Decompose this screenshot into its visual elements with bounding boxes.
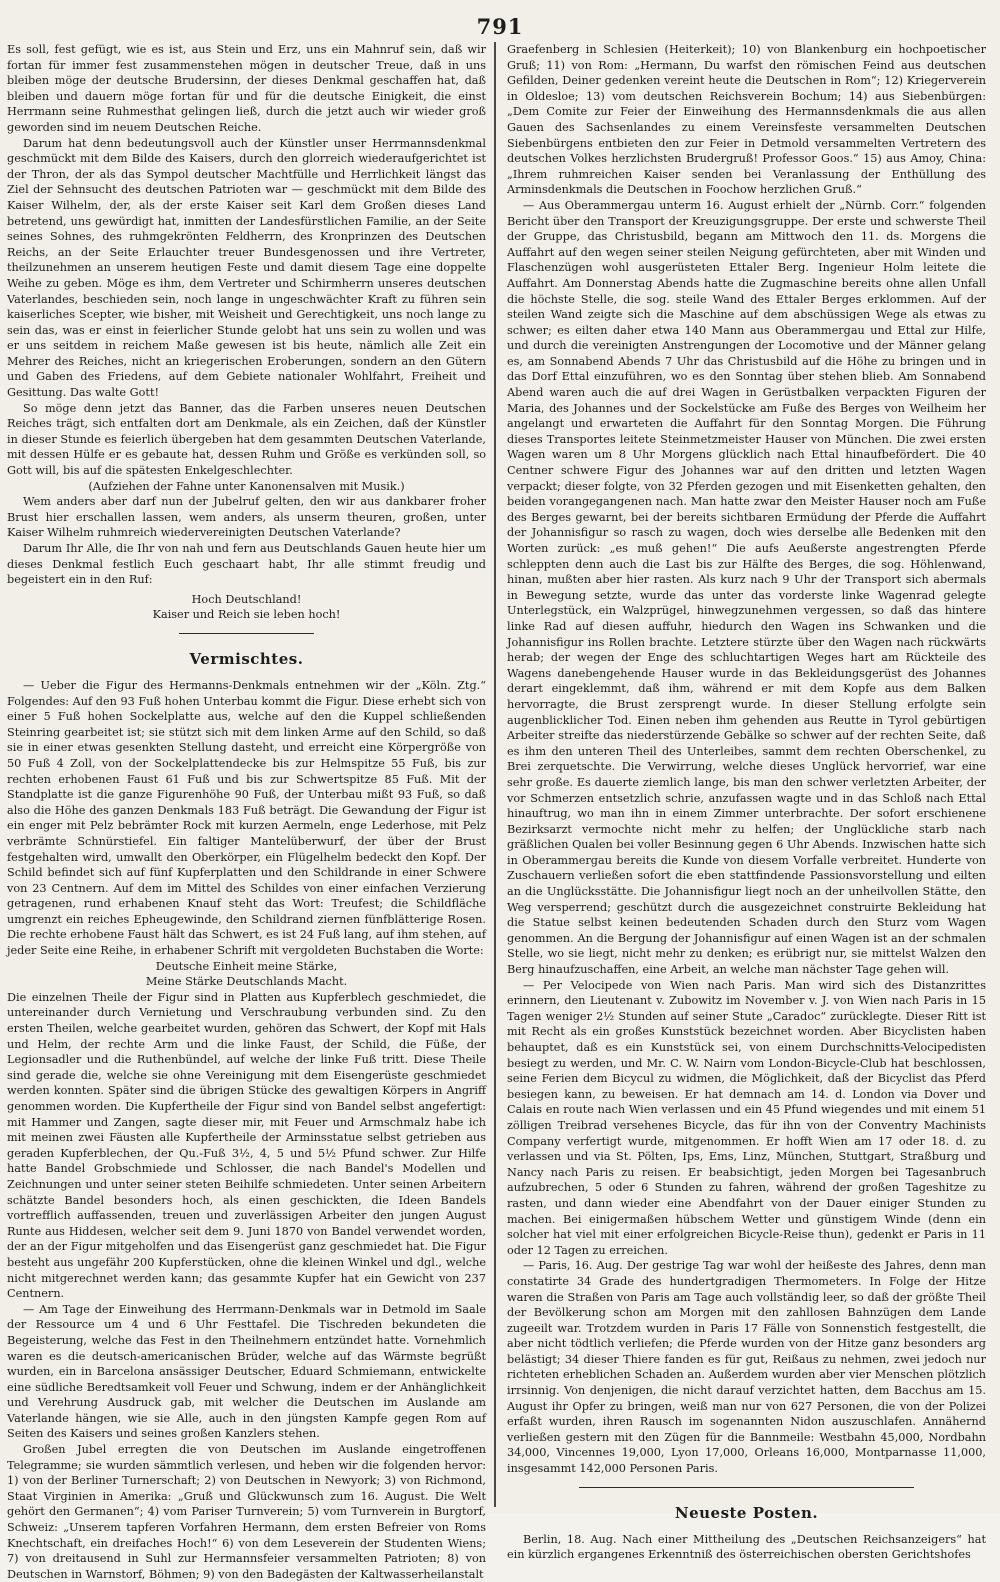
cheer-line: Kaiser und Reich sie leben hoch!: [152, 608, 341, 622]
paragraph: Großen Jubel erregten die von Deutschen im Auslande eingetroffenen Telegramme; sie wurden sämmtlich verlesen, und heben wir die folgenden hervor: 1) von der Berliner Turnerschaft; 2) von Deutschen in Newyork; 3) von Richmond, Staat Virginien in Amerika: „Gruß und Glückwunsch zum 16. August. Die Welt gehört den Germanen“; 4) vom Pariser Turnverein; 5) vom Turnverein in Burgtorf, Schweiz: „Unserem tapferen Vorfahren Hermann, dem ersten Befreier von Roms Knechtschaft, ein dreifaches Hoch!“ 6) von dem Leseverein der Studenten Wiens; 7) von dreitausend in Suhl zur Hermannsfeier versammelten Patrioten; 8) von Deutschen in Warnstorf, Böhmen; 9) von den Badegästen der Kaltwasserheilanstalt: [7, 1443, 486, 1581]
section-rule: [579, 1487, 914, 1488]
paragraph: — Per Velocipede von Wien nach Paris. Man wird sich des Distanzrittes erinnern, den Lieutenant v. Zubowitz im November v. J. von Wien nach Paris in 15 Tagen weniger 2½ Stunden auf seiner Stute „Caradoc“ zurücklegte. Dieser Ritt ist mit Recht als ein großes Kunststück bezeichnet worden. Aber Bicyclisten haben behauptet, daß es ein Kunststück sei, von einem Durchschnitts-Velocipedisten besiegt zu werden, und Mr. C. W. Nairn vom London-Bicycle-Club hat beschlossen, seine Ferien dem Bicycul zu widmen, die Möglichkeit, daß der Bicyclist das Pferd besiegen kann, zu beweisen. Er hat demnach am 14. d. London via Dover und Calais en route nach Wien verlassen und ein 45 Pfund wiegendes und mit einem 51 zölligen Treibrad versehenes Bicycle, das für ihn von der Conventry Machinists Company verfertigt wurde, mitgenommen. Er hofft Wien am 17 oder 18. d. zu verlassen und via St. Pölten, Ips, Ems, Linz, München, Stuttgart, Straßburg und Nancy nach Paris zu reisen. Er beabsichtigt, jeden Morgen bei Tagesanbruch aufzubrechen, 5 oder 6 Stunden zu fahren, während der großen Tageshitze zu rasten, und dann wieder eine Abendfahrt von der Dauer einiger Stunden zu machen. Bei einigermaßen hübschem Wetter und günstigem Winde (denn ein solcher hat viel mit einer erfolgreichen Bicycle-Reise thun), gedenkt er Paris in 11 oder 12 Tagen zu erreichen.: [507, 978, 986, 1257]
paragraph: Es soll, fest gefügt, wie es ist, aus Stein und Erz, uns ein Mahnruf sein, daß wir fortan für immer fest zusammenstehen mögen in deutscher Treue, daß in uns bleiben möge der deutsche Brudersinn, der dieses Denkmal geschaffen hat, daß bleiben und dauern möge fortan für und für die deutsche Einigkeit, die einst Herrmann seine Ruhmesthat gelingen ließ, durch die jetzt auch wir wieder groß geworden sind im neuem Deutschen Reiche.: [7, 43, 486, 134]
news-heading: Neueste Posten.: [674, 1503, 819, 1522]
paragraph: — Paris, 16. Aug. Der gestrige Tag war wohl der heißeste des Jahres, denn man constatirte 34 Grade des hundertgradigen Thermometers. In Folge der Hitze waren die Straßen von Paris am Tage auch vollständig leer, so daß der größte Theil der Bevölkerung schon am Morgen mit den zahllosen Bahnzügen dem Lande zugeeilt war. Trotzdem wurden in Paris 17 Fälle von Sonnenstich festgestellt, die aber nicht tödtlich verliefen; die Pferde wurden von der Hitze ganz besonders arg belästigt; 34 dieser Thiere fanden es für gut, Reißaus zu nehmen, zwei jedoch nur richteten erheblichen Schaden an. Außerdem wurden aber vier Menschen plötzlich irrsinnig. Von denjenigen, die nicht darauf verzichtet hatten, dem Bacchus am 15. August ihr Opfer zu bringen, weiß man nur von 627 Personen, die von der Polizei erfaßt wurden, ihren Rausch im sogenannten Nidon auszuschlafen. Annähernd verließen gestern mit den Zügen für die Bannmeile: Westbahn 45,000, Nordbahn 34,000, Vincennes 19,000, Lyon 17,000, Orleans 16,000, Montparnasse 11,000, insgesammt 142,000 Personen Paris.: [507, 1259, 986, 1476]
stage-direction: (Aufziehen der Fahne unter Kanonensalven mit Musik.): [88, 479, 405, 493]
section-rule: [179, 633, 313, 634]
paragraph: Die einzelnen Theile der Figur sind in Platten aus Kupferblech geschmiedet, die untereinander durch Vernietung und Verschraubung verbunden sind. Zu den ersten Theilen, welche gearbeitet wurden, gehören das Schwert, der Kopf mit Hals und Helm, der rechte Arm und die linke Faust, der Schild, die Füße, der Legionsadler und die Ruthenbündel, auf welche der linke Fuß tritt. Diese Theile sind gerade die, welche sie ohne Vereinigung mit dem Eisengerüste geschmiedet werden konnten. Später sind die übrigen Stücke des gewaltigen Körpers in Angriff genommen worden. Die Kupfertheile der Figur sind von Bandel selbst angefertigt: mit Hammer und Zangen, sagte dieser mir, mit Feuer und Armschmalz habe ich mit meinen zwei Fäusten alle Kupfertheile der Arminsstatue selbst getrieben aus geraden Kupferblechen, der Qu.-Fuß 3½, 4, 5 und 5½ Pfund schwer. Zur Hilfe hatte Bandel Grobschmiede und Schlosser, die nach Bandel's Modellen und Zeichnungen und unter seiner steten Beihilfe schmiedeten. Unter seinen Arbeitern schätzte Bandel besonders hoch, als einen geschickten, die Ideen Bandels vortrefflich auffassenden, treuen und zuverlässigen Arbeiter den jungen August Runte aus Hiddesen, welcher seit dem 9. Juni 1870 von Bandel verwendet worden, der an der Figur mitgeholfen und das Eisengerüst ganz geschmiedet hat. Die Figur besteht aus ungefähr 200 Kupferstücken, ohne die kleinen Winkel und dgl., welche nicht mitgerechnet werden kann; das gesammte Kupfer hat ein Gewicht von 237 Centnern.: [7, 990, 486, 1301]
paragraph: — Aus Oberammergau unterm 16. August erhielt der „Nürnb. Corr.“ folgenden Bericht über den Transport der Kreuzigungsgruppe. Der erste und schwerste Theil der Gruppe, das Christusbild, begann am Mittwoch den 11. ds. Morgens die Auffahrt auf den wegen seiner steilen Neigung gefürchteten, aber mit Winden und Flaschenzügen wohl ausgerüsteten Ettaler Berg. Ingenieur Holm leitete die Auffahrt. Am Donnerstag Abends hatte die Zugmaschine bereits ohne allen Unfall die höchste Stelle, die sog. steile Wand des Ettaler Berges erklommen. Auf der steilen Wand zeigte sich die Maschine auf dem abschüssigen Wege als etwas zu schwer; es eilten daher etwa 140 Mann aus Oberammergau und Ettal zur Hilfe, und durch die vereinigten Anstrengungen der Locomotive und der Männer gelang es, am Sonnabend Abends 7 Uhr das Christusbild auf die Höhe zu bringen und in das Dorf Ettal einzuführen, wo es den Sonntag über stehen blieb. Am Sonnabend Abend waren auch die auf drei Wagen in Gerüstbalken verpackten Figuren der Maria, des Johannes und der Sockelstücke am Fuße des Berges von Weilheim her angelangt und erwarteten die Auffahrt für den Sonntag Morgen. Die Führung dieses Transportes leitete Steinmetzmeister Hauser von München. Die zwei ersten Wagen waren um 8 Uhr Morgens glücklich nach Ettal hinaufbefördert. Die 40 Centner schwere Figur des Johannes war auf den dritten und letzten Wagen verpackt; dieser folgte, von 32 Pferden gezogen und mit Eisenketten gehalten, den beiden vorangegangenen nach. Man hatte zwar den Meister Hauser noch am Fuße des Berges gewarnt, bei der bereits sichtbaren Ermüdung der Pferde die Auffahrt der Johannisfigur so rasch zu wagen, doch wies derselbe alle Bedenken mit den Worten zurück: „es muß gehen!“ Die aufs Aeußerste angestrengten Pferde schleppten denn auch die Last bis zur Hälfte des Berges, die sog. Höhlenwand, hinan, mußten aber hier rasten. Als kurz nach 9 Uhr der Transport sich abermals in Bewegung setzte, wurde das unter das vorderste linke Wagenrad gelegte Unterlegstück, ein Walzprügel, hinwegzunehmen vergessen, so daß das hintere linke Rad auf diesen auffuhr, hiedurch den Wagen ins Schwanken und die Johannisfigur ins Rollen brachte. Letztere stürzte über den Wagen nach rückwärts herab; der wegen der Enge des schluchtartigen Weges hart am Rückteile des Wagens danebengehende Hauser wurde in das Bekleidungsgerüst des Johannes derart eingeklemmt, daß ihm, während er mit dem Kopfe aus dem Balken hervorragte, die Brust zersprengt wurde. In dieser Stellung erfolgte sein augenblicklicher Tod. Einen neben ihm gehenden aus Reutte in Tyrol gebürtigen Arbeiter streifte das niederstürzende Gebälke so schwer auf der rechten Seite, daß es ihm den unteren Theil des Unterleibes, sammt dem rechten Oberschenkel, zu Brei zerquetschte. Die Verwirrung, welche dieses Unglück hervorrief, war eine sehr große. Es dauerte ziemlich lange, bis man den schwer verletzten Arbeiter, der vor Schmerzen entsetzlich schrie, anzufassen wagte und in das Schloß nach Ettal hinauftrug, wo man ihn in einem Zimmer unterbrachte. Der sofort erschienene Bezirksarzt vermochte nicht mehr zu helfen; der Unglückliche starb nach gräßlichen Qualen bei voller Besinnung gegen 6 Uhr Abends. Inzwischen hatte sich in Oberammergau bereits die Kunde von diesem Vorfalle verbreitet. Hunderte von Zuschauern verließen sofort die eben stattfindende Passionsvorstellung und eilten an die Unglücksstätte. Die Johannisfigur liegt noch an der unheilvollen Stätte, den Weg versperrend; geschützt durch die ausgezeichnet construirte Bekleidung hat die Statue selbst keinen bedeutenden Schaden durch den Sturz vom Wagen genommen. An die Bergung der Johannisfigur auf einen Wagen ist an der schmalen Stelle, wo sie liegt, nicht mehr zu denken; es erübrigt nur, sie mittelst Walzen den Berg hinaufzuschaffen, eine Arbeit, an welche man nächster Tage gehen will.: [507, 198, 986, 977]
paragraph: Wem anders aber darf nun der Jubelruf gelten, den wir aus dankbarer froher Brust hier erschallen lassen, wem anders, als unserm theuren, großen, unter Kaiser Wilhelm ruhmreich wiedervereinigten Deutschen Vaterlande?: [7, 495, 486, 540]
paragraph: — Ueber die Figur des Hermanns-Denkmals entnehmen wir der „Köln. Ztg.“ Folgendes: Auf den 93 Fuß hohen Unterbau kommt die Figur. Diese erhebt sich von einer 5 Fuß hohen Sockelplatte aus, welche auf den die Kuppel schließenden Steinring gearbeitet ist; sie stützt sich mit dem linken Arme auf den Schild, so daß sie in einer etwas gesenkten Stellung dasteht, und erreicht eine Körpergröße von 50 Fuß 4 Zoll, von der Sockelplattendecke bis zur Helmspitze 55 Fuß, bis zur rechten erhobenen Faust 61 Fuß und bis zur Schwertspitze 85 Fuß. Mit der Standplatte ist die ganze Figurenhöhe 90 Fuß, der Unterbau mißt 93 Fuß, so daß also die Höhe des ganzen Denkmals 183 Fuß beträgt. Die Gewandung der Figur ist ein enger mit Pelz bebrämter Rock mit kurzen Aermeln, enge Lederhose, mit Pelz verbrämte Schnürstiefel. Ein faltiger Mantelüberwurf, der über der Brust festgehalten wird, umwallt den Oberkörper, ein Flügelhelm bedeckt den Kopf. Der Schild befindet sich auf fünf Kupferplatten und den Schildrande in einer Schwere von 23 Centnern. Auf dem im Mittel des Schildes von einer einfachen Verzierung getragenen, rund erhabenen Knauf steht das Wort: Treufest; die Schildfläche umgrenzt ein reiches Epheugewinde, den Schildrand ziernen fünfblätterige Rosen. Die rechte erhobene Faust hält das Schwert, es ist 24 Fuß lang, auf ihm stehen, auf jeder Seite eine Reihe, in erhabener Schrift mit vergoldeten Buchstaben die Worte:: [7, 678, 486, 958]
paragraph: Berlin, 18. Aug. Nach einer Mittheilung des „Deutschen Reichsanzeigers“ hat ein kürzlich ergangenes Erkenntniß des österreichischen obersten Gerichtshofes: [507, 1532, 986, 1562]
paragraph: Darum hat denn bedeutungsvoll auch der Künstler unser Herrmannsdenkmal geschmückt mit dem Bilde des Kaisers, durch den glorreich wiederaufgerichtet ist der Thron, der als das Sympol deutscher Machtfülle und Herrlichkeit längst das Ziel der Sehnsucht des deutschen Patrioten war — geschmückt mit dem Bilde des Kaiser Wilhelm, der, als der erste Kaiser seit Karl dem Großen dieses Land betretend, uns gewürdigt hat, inmitten der Landesfürstlichen Familie, an der Seite seines Sohnes, des ruhmgekrönten Feldherrn, des Kronprinzen des Deutschen Reichs, an der Seite Erlauchter treuer Bundesgenossen und ihre Vertreter, theilzunehmen an unserem heutigen Feste und damit diesem Tage eine doppelte Weihe zu geben. Möge es ihm, dem Vertreter und Schirmherrn unseres deutschen Vaterlandes, beschieden sein, noch lange in ungeschwächter Kraft zu führen sein kaiserliches Scepter, wie bisher, mit Weisheit und Gerechtigkeit, uns noch lange zu sein das, was er einst in feierlicher Stunde gelobt hat uns sein zu wollen und was er uns seitdem in reichem Maße gewesen ist bis heute, nämlich alle Zeit ein Mehrer des Reiches, nicht an kriegerischen Eroberungen, sondern an den Gütern und Gaben des Friedens, auf dem Gebiete nationaler Wohlfahrt, Freiheit und Gesittung. Das walte Gott!: [7, 136, 486, 400]
right-column: [507, 42, 986, 1562]
column-divider: [494, 42, 496, 1507]
left-column: [7, 42, 486, 1581]
inscription-line: Deutsche Einheit meine Stärke,: [155, 959, 338, 973]
cheer-line: Hoch Deutschland!: [191, 592, 302, 606]
paragraph: Darum Ihr Alle, die Ihr von nah und fern aus Deutschlands Gauen heute hier um dieses Denkmal festlich Euch geschaart habt, Ihr alle stimmt freudig und begeistert ein in den Ruf:: [7, 542, 486, 587]
inscription-line: Meine Stärke Deutschlands Macht.: [145, 975, 348, 989]
page-number: 791: [476, 14, 524, 39]
section-heading: Vermischtes.: [189, 649, 304, 668]
paragraph: — Am Tage der Einweihung des Herrmann-Denkmals war in Detmold im Saale der Ressource um 4 und 6 Uhr Festtafel. Die Tischreden bekundeten die Begeisterung, welche das Fest in den Theilnehmern entzündet hatte. Vornehmlich waren es die deutsch-americanischen Brüder, welche auf das Wärmste begrüßt wurden, ein in Barcelona ansässiger Deutscher, Eduard Schmiemann, entwickelte eine südliche Beredtsamkeit voll Feuer und Schwung, indem er der Anhänglichkeit und Verehrung Ausdruck gab, mit welcher die Deutschen im Auslande am Vaterlande hängen, wie sie Alle, auch in den jüngsten Kampfe gegen Rom auf Seiten des Kaisers und seines großen Kanzlers stehen.: [7, 1302, 486, 1441]
paragraph: Graefenberg in Schlesien (Heiterkeit); 10) von Blankenburg ein hochpoetischer Gruß; 11) von Rom: „Hermann, Du warfst den römischen Feind aus deutschen Gefilden, Deiner gedenken vereint heute die Deutschen in Rom“; 12) Kriegerverein in Oldesloe; 13) vom deutschen Reichsverein Bochum; 14) aus Siebenbürgen: „Dem Comite zur Feier der Einweihung des Hermannsdenkmals die aus allen Gauen des Sachsenlandes zu einem Vereinsfeste versammelten Deutschen Siebenbürgens entbieten den zur Feier in Detmold versammelten Vertretern des deutschen Volkes herzlichsten Brudergruß! Professor Goos.“ 15) aus Amoy, China: „Ihrem ruhmreichen Kaiser senden bei Veranlassung der Enthüllung des Arminsdenkmals die Deutschen in Foochow herzlichen Gruß.“: [507, 43, 986, 197]
paragraph: So möge denn jetzt das Banner, das die Farben unseres neuen Deutschen Reiches trägt, sich entfalten dort am Denkmale, als ein Zeichen, daß der Künstler in dieser Stunde es feierlich übergeben hat dem gesammten Deutschen Vaterlande, mit dessen Hülfe er es gebaute hat, dessen Ruhm und Größe es verkünden soll, so Gott will, bis auf die spätesten Enkelgeschlechter.: [7, 401, 486, 478]
